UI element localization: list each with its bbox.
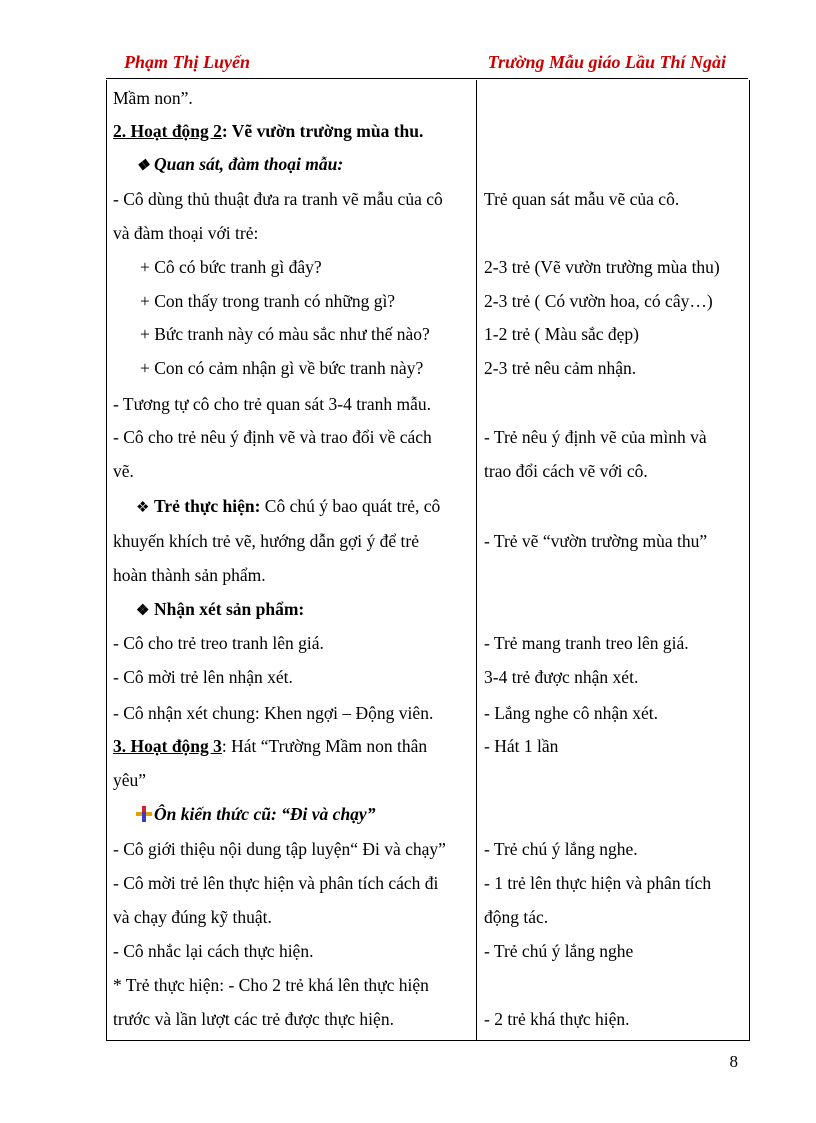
table-cell-right: - Lắng nghe cô nhận xét. <box>484 703 658 723</box>
activity-2-title: : Vẽ vườn trường mùa thu. <box>221 121 424 141</box>
table-cell-right: 1-2 trẻ ( Màu sắc đẹp) <box>484 324 640 344</box>
subheading-children-perform-text: Cô chú ý bao quát trẻ, cô <box>260 496 441 516</box>
table-cell-right: - Trẻ chú ý lắng nghe <box>484 941 634 961</box>
header-author: Phạm Thị Luyến <box>124 52 251 72</box>
table-cell-right: 2-3 trẻ (Vẽ vườn trường mùa thu) <box>484 257 720 277</box>
table-cell-left: - Cô mời trẻ lên nhận xét. <box>113 667 293 687</box>
colored-plus-icon <box>136 806 154 822</box>
table-cell-left: khuyến khích trẻ vẽ, hướng dẫn gợi ý để trẻ <box>113 531 419 551</box>
table-cell-right: động tác. <box>484 907 549 927</box>
section-heading-activity-3 <box>113 735 427 757</box>
table-cell-left: Mầm non”. <box>113 88 193 108</box>
table-cell-right: 2-3 trẻ ( Có vườn hoa, có cây…) <box>484 291 713 311</box>
table-cell-left: - Cô mời trẻ lên thực hiện và phân tích cách đi <box>113 873 439 893</box>
activity-2-label: 2. Hoạt động 2 <box>113 121 222 141</box>
table-cell-left: và chạy đúng kỹ thuật. <box>113 907 272 927</box>
table-cell-left: - Cô giới thiệu nội dung tập luyện“ Đi và chạy” <box>113 839 446 859</box>
activity-3-title: : Hát “Trường Mầm non thân <box>221 736 428 756</box>
section-heading-activity-2 <box>113 120 423 142</box>
subheading-product-review-text: Nhận xét sản phẩm: <box>154 599 305 619</box>
subheading-children-perform <box>136 495 440 519</box>
diamond-cluster-icon: ❖ <box>136 603 150 619</box>
diamond-cluster-icon: ❖ <box>136 158 150 174</box>
table-cell-right: - Trẻ mang tranh treo lên giá. <box>484 633 689 653</box>
table-cell-left: yêu” <box>113 770 147 790</box>
header-school: Trường Mẫu giáo Lầu Thí Ngài <box>487 52 726 72</box>
table-cell-right: - Trẻ vẽ “vườn trường mùa thu” <box>484 531 708 551</box>
header-rule <box>106 78 748 79</box>
table-cell-left: * Trẻ thực hiện: - Cho 2 trẻ khá lên thực hiện <box>113 975 429 995</box>
table-cell-left: - Cô nhắc lại cách thực hiện. <box>113 941 314 961</box>
table-cell-right: - Trẻ nêu ý định vẽ của mình và <box>484 427 707 447</box>
table-cell-left: + Con thấy trong tranh có những gì? <box>140 291 396 311</box>
table-cell-left: - Cô dùng thủ thuật đưa ra tranh vẽ mẫu của cô <box>113 189 443 209</box>
table-cell-right: - Hát 1 lần <box>484 736 559 756</box>
diamond-cluster-icon: ❖ <box>136 500 150 516</box>
table-cell-right: trao đổi cách vẽ với cô. <box>484 461 648 481</box>
table-cell-right: 2-3 trẻ nêu cảm nhận. <box>484 358 637 378</box>
subheading-observe-text: Quan sát, đàm thoại mẫu: <box>154 154 344 174</box>
subheading-observe <box>136 153 343 177</box>
page-number: 8 <box>729 1052 738 1071</box>
subheading-review <box>136 803 375 825</box>
table-cell-right: 3-4 trẻ được nhận xét. <box>484 667 639 687</box>
subheading-review-text: Ôn kiến thức cũ: “Đi và chạy” <box>154 804 376 824</box>
subheading-children-perform-label: Trẻ thực hiện: <box>154 496 261 516</box>
subheading-product-review <box>136 598 304 622</box>
table-cell-left: - Cô cho trẻ treo tranh lên giá. <box>113 633 324 653</box>
table-cell-right: - Trẻ chú ý lắng nghe. <box>484 839 638 859</box>
table-cell-left: và đàm thoại với trẻ: <box>113 223 259 243</box>
table-column-divider <box>476 80 477 1040</box>
table-cell-left: + Bức tranh này có màu sắc như thế nào? <box>140 324 430 344</box>
table-cell-right: - 1 trẻ lên thực hiện và phân tích <box>484 873 712 893</box>
table-cell-left: vẽ. <box>113 461 134 481</box>
table-cell-left: + Con có cảm nhận gì về bức tranh này? <box>140 358 424 378</box>
table-cell-left: trước và lần lượt các trẻ được thực hiện. <box>113 1009 394 1029</box>
table-cell-right: - 2 trẻ khá thực hiện. <box>484 1009 630 1029</box>
table-cell-left: hoàn thành sản phẩm. <box>113 565 266 585</box>
table-cell-left: - Tương tự cô cho trẻ quan sát 3-4 tranh mẫu. <box>113 394 432 414</box>
table-cell-left: - Cô cho trẻ nêu ý định vẽ và trao đổi về cách <box>113 427 432 447</box>
table-cell-right: Trẻ quan sát mẫu vẽ của cô. <box>484 189 680 209</box>
table-cell-left: - Cô nhận xét chung: Khen ngợi – Động viên. <box>113 703 434 723</box>
table-cell-left: + Cô có bức tranh gì đây? <box>140 257 322 277</box>
activity-3-label: 3. Hoạt động 3 <box>113 736 222 756</box>
